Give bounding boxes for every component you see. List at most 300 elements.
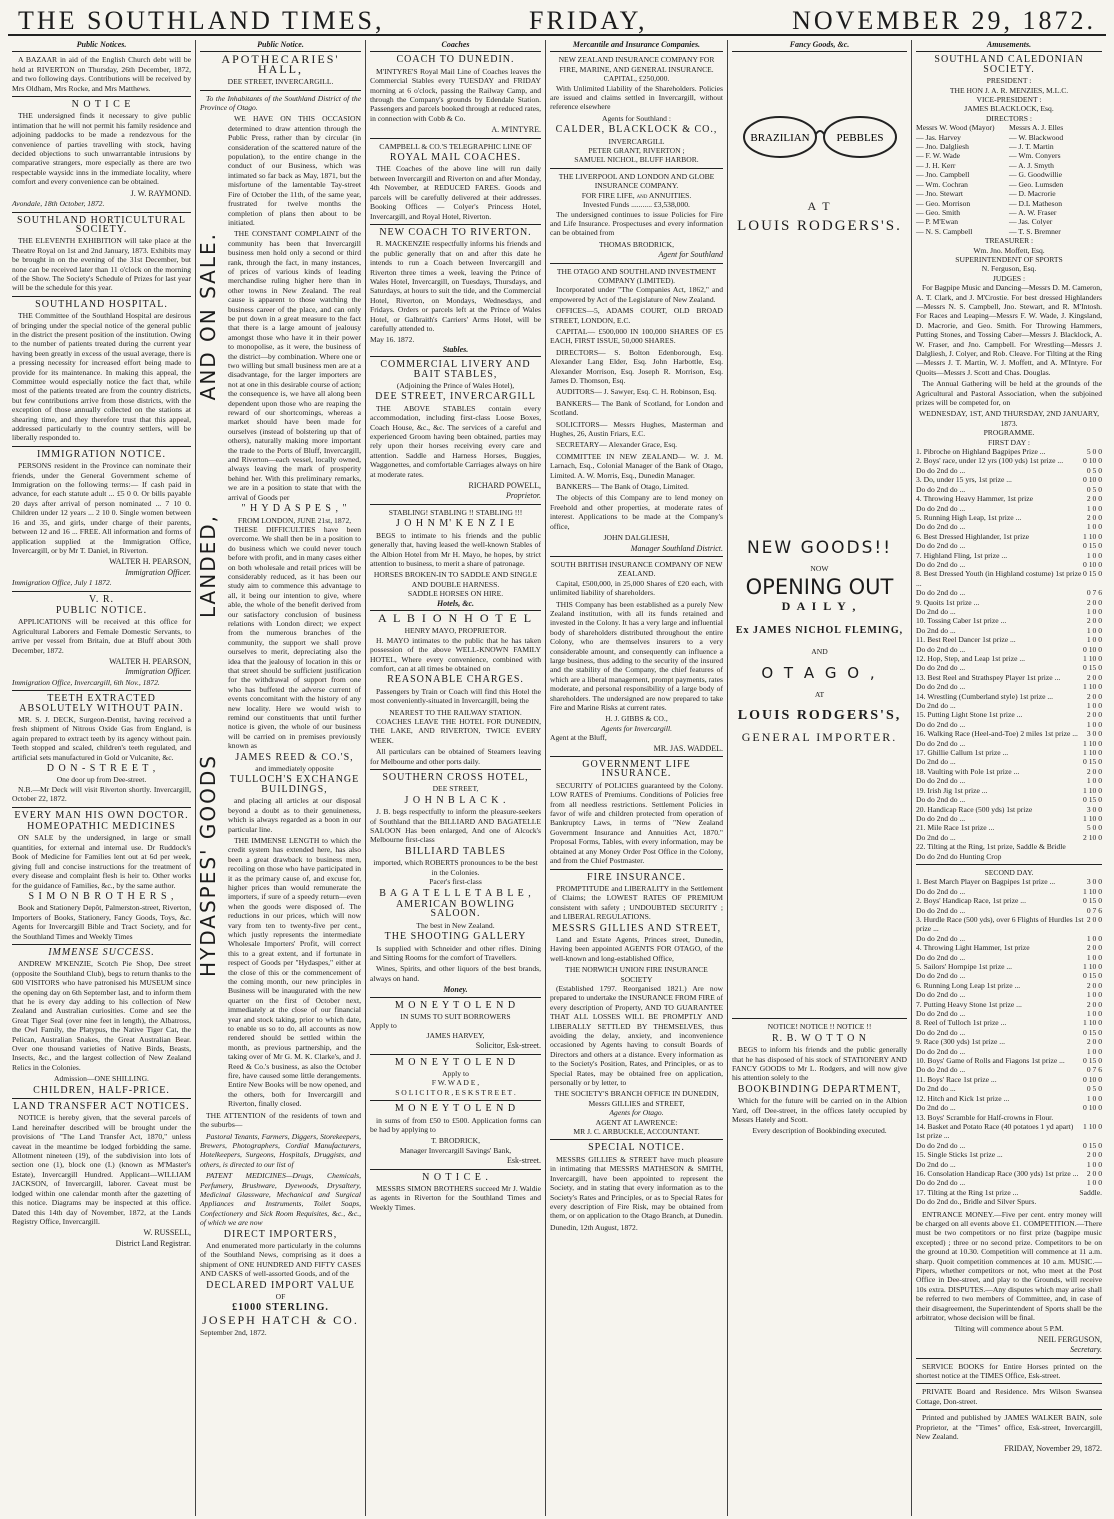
programme-prize: 0 15 0 — [1083, 569, 1102, 579]
gathering-body: The Annual Gathering will be held at the grounds of the Agricultural and Pastoral Association, when the subjoined prizes will be competed for, on — [916, 379, 1102, 408]
notice-signature: J. W. RAYMOND. — [130, 188, 191, 198]
column-public-notices — [8, 40, 196, 1516]
south-british-waddel: MR. JAS. WADDEL. — [653, 743, 723, 753]
director-name: — Jas. Colyer — [1009, 217, 1053, 227]
programme-event: 15. Single Sticks 1st prize ... — [916, 1150, 1003, 1160]
programme-prize: 2 10 0 — [1083, 832, 1102, 842]
supt: N. Ferguson, Esq. — [981, 264, 1037, 274]
programme-item — [916, 1160, 1102, 1169]
programme-item — [916, 1094, 1102, 1103]
otago-directors: DIRECTORS— S. Bolton Edenborough, Esq. Alexander Lang Elder, Esq. John Harbottle, Esq. Alexander Morrison, Esq. Joseph R. Morrison, Esq. James D. Thomson, Esq. — [550, 347, 723, 385]
programme-event: Do do 2nd do ... — [916, 738, 966, 748]
children-price: CHILDREN, HALF-PRICE. — [33, 1084, 170, 1096]
hatch-date: September 2nd, 1872. — [200, 1328, 267, 1338]
tilting-note: Tilting will commence about 5 P.M. — [954, 1324, 1064, 1334]
programme-prize: 0 7 6 — [1086, 588, 1102, 598]
programme-event: 14. Wrestling (Cumberland style) 1st prize ... — [916, 691, 1054, 701]
section-heading: Fancy Goods, &c. — [732, 40, 907, 52]
shooting-body: Is supplied with Schneider and other rifles. Dining and Sitting Rooms for the comfort of Travellers. — [370, 943, 541, 962]
ex-ship: Ex JAMES NICHOL FLEMING, — [735, 624, 904, 636]
otago-signature: JOHN DALGLIESH, — [603, 533, 670, 543]
fire-insurance-title: FIRE INSURANCE. — [587, 871, 686, 883]
programme-item — [916, 654, 1102, 663]
director-name: — J. H. Kerr — [916, 160, 956, 170]
programme-item — [916, 906, 1102, 915]
immigration-signature: WALTER H. PEARSON, — [109, 557, 191, 567]
programme-prize: 1 0 0 — [1086, 503, 1102, 513]
treasurer: Wm. Jno. Moffett, Esq. — [973, 245, 1045, 255]
otago-auditors: AUDITORS— J. Sawyer, Esq. C. H. Robinson, Esq. — [556, 387, 717, 397]
section-heading: Public Notice. — [200, 40, 361, 52]
government-life-body: SECURITY of POLICIES guaranteed by the Colony. LOW RATES of Premiums. Conditions of Policies free from all needless restrictions. Settlement Policies in favor of wife and children protected from operation of Bankruptcy Laws, in terms of "New Zealand Government Insurance and Annuities Act, 1870." Proposal Forms, Tables, with every information, may be obtained at any Money Order Post Office in the Colony, and from the Chief Postmaster. — [550, 780, 723, 866]
programme-item — [916, 466, 1102, 475]
programme-item — [916, 729, 1102, 738]
director-name: — W. Blackwood — [1009, 132, 1064, 142]
private-board: PRIVATE Board and Residence. Mrs Wilson Swansea Cottage, Don-street. — [916, 1387, 1102, 1406]
vice-president: JAMES BLACKLOCK, Esq. — [964, 104, 1054, 114]
programme-item — [916, 934, 1102, 943]
programme-event: 10. Tossing Caber 1st prize ... — [916, 616, 1007, 626]
programme-event: Do do 2nd do ... — [916, 682, 966, 692]
money1-sub: IN SUMS TO SUIT BORROWERS — [400, 1011, 511, 1021]
programme-item — [916, 776, 1102, 785]
director-name: Messrs A. J. Elles — [1009, 123, 1064, 133]
constant-complaint: THE CONSTANT COMPLAINT of the community has been that Invercargill business men hold only a second or third rank, through the fact, in many instances, of prices of various kinds of leading merchandise ruling higher here than in other towns in New Zealand. The real cause is apparent to those watching the business career of the place, and can only be put down in a great measure to the fact that there is a large amount of jealousy amongst those who have it in their power to monopolise, as it were, the business of the district—by combination. Where one or two willing but small business men are at a disadvantage, for the larger importers are not at one in this desirable course of action; the consequence is, we have all along been dependent upon those who are reaping the reward of our shortcomings, whereas a market should have been made for ourselves (instead of bolstering up that of others), naturally making more important the trade to the Ports of Bluff, Invercargill, and Riverton—each vessel, locally owned, always leaving the mark of prosperity behind her. With this preliminary remarks, we are in a position to state that with the arrival of Goods per — [228, 229, 361, 502]
programme-item — [916, 485, 1102, 494]
programme-prize: 2 0 0 — [1086, 672, 1102, 682]
now-label: NOW — [810, 563, 829, 573]
government-life-title: GOVERNMENT LIFE INSURANCE. — [582, 759, 691, 780]
simon-brothers-body: Book and Stationery Depôt, Palmerston-street, Riverton, Importers of Books, Stationery, Fancy Goods, Toys, &c. Agents for Invercargill Bible and Tract Society, and for the Southland Times and Weekly Times — [12, 903, 191, 941]
programme-event: Do 2nd do ... — [916, 1159, 956, 1169]
section-heading: Public Notices. — [12, 40, 191, 52]
south-british-agents: Agents for Invercargill. — [601, 723, 672, 733]
southern-cross-title: SOUTHERN CROSS HOTEL, — [382, 772, 529, 784]
land-transfer-body: NOTICE is hereby given, that the several parcels of Land hereinafter described will be brought under the provisions of "The Land Transfer Act, 1870," unless caveat in the meantime be lodged forbidding the same. Allotment nineteen (19), of the subdivision into lots of section one (1), block one (I.) (known as M'Master's Estate), Invercargill Hundred. Applicant—WILLIAM JACKSON, of Invercargill, laborer. Caveat must be lodged within one calendar month after the gazetting of this notice. Diagrams may be inspected at this office. Dated this 14th day of November, 1872, at the Lands Registry Office, Invercargill. — [12, 1113, 191, 1226]
judges-body: For Bagpipe Music and Dancing—Messrs D. M. Cameron, A. T. Clark, and J. M'Crostie. For best dressed Highlanders—Messrs N. S. Campbell, Jno. Stewart, and R. M'Intosh. For Races and Leaping—Messrs F. W. Wade, J. Kingsland, D. Macrorie, and Geo. Smith. For Throwing Hammers, Putting Stones, and Tossing Caber—Messrs J. Blacklock, A. W. Fraser, and Jno. Campbell. For Wrestling—Messrs J. Dalgliesh, J. Colyer, and Rob. Cleave. For Tilting at the Ring—Messrs J. T. Martin, W. J. Moffett, and A. M'Intyre. For Quoits—Messrs J. Scott and Chas. Douglas. — [916, 283, 1102, 377]
tulloch: TULLOCH'S EXCHANGE BUILDINGS, — [229, 774, 360, 795]
otago-body: Incorporated under "The Companies Act, 1862," and empowered by Act of the Legislature of New Zealand. — [550, 285, 723, 304]
programme-event: 4. Throwing Light Hammer, 1st prize — [916, 943, 1030, 953]
programme-item — [916, 569, 1102, 588]
all-particulars: All particulars can be obtained of Steamers leaving for Melbourne and other ports daily. — [370, 747, 541, 766]
programme-event: 10. Boys' Game of Rolls and Fiagons 1st prize ... — [916, 1056, 1065, 1066]
newspaper-title: THE SOUTHLAND TIMES, — [18, 6, 385, 35]
programme-item — [916, 560, 1102, 569]
programme-item — [916, 877, 1102, 886]
public-notice-title: PUBLIC NOTICE. — [55, 604, 148, 616]
programme-item — [916, 814, 1102, 823]
programme-prize: 1 10 0 — [1083, 654, 1102, 663]
programme-prize: 2 0 0 — [1086, 980, 1102, 990]
masthead — [8, 6, 1106, 36]
immense-length-body: THE IMMENSE LENGTH to which the credit system has extended here, has also been a great drawback to business men, recoiling on those who have participated in it as the primary cause of, and excuse for, higher prices than would remunerate the importers, if sure of a speedy return—even when the goods were disposed of. The reductions in our prices, which will now vary from ten to twenty-five per cent., which justly represents the intermediate Wholesale Importers' Profit, will correct this to a great extent, and if fortunate in respect of Goods per "Hydaspes," either at the close of this or the commencement of the coming month, our new principles in Business will be inaugurated with the new quarter on the first of October next, immediately at the close of our financial year and stock taking, prior to which date, to enable us so to do, all accounts as now rendered should be settled within the month, as previous partnership, and the taking over of Mr G. M. K. Clarke's, and J. Reed & Co.'s business, as also the October fire, have caused some little derangements. Entire New Books will be now opened, and the others, both for Invercargill and Riverton, finally closed. — [228, 835, 361, 1109]
bookbinding-body: Which for the future will be carried on in the Albion Yard, off Dee-street, in the offices lately occupied by Messrs Hately and Scott. — [732, 1096, 907, 1124]
programme-prize: 0 10 0 — [1083, 644, 1102, 654]
programme-prize: 1 0 0 — [1086, 990, 1102, 1000]
judges-label: JUDGES : — [992, 273, 1026, 283]
programme-item — [916, 842, 1102, 851]
programme-event: Do do 2nd do ... — [916, 484, 966, 494]
programme-item — [916, 981, 1102, 990]
immigration-date: Immigration Office, July 1 1872. — [12, 578, 112, 588]
programme-prize: 1 0 0 — [1086, 776, 1102, 786]
programme-prize: 1 0 0 — [1086, 635, 1102, 645]
lawrence-label: AGENT AT LAWRENCE: — [595, 1117, 678, 1127]
programme-event: Do 2nd do ... — [916, 701, 956, 711]
liverpool-body: The undersigned continues to issue Policies for Fire and Life Insurance. Prospectuses and every information can be obtained from — [550, 209, 723, 238]
nz-body: With Unlimited Liability of the Shareholders. Policies are issued and claims settled in Invercargill, without reference elsewhere — [550, 83, 723, 112]
mckenzie-name: J O H N M' K E N Z I E — [395, 518, 516, 530]
programme-event: Do do 2nd do ... — [916, 1027, 966, 1037]
programme-prize: 2 0 0 — [1086, 766, 1102, 776]
treasurer-label: TREASURER : — [984, 236, 1034, 246]
money1-apply: Apply to — [370, 1021, 397, 1031]
director-name: — F. W. Wade — [916, 151, 960, 161]
programme-event: Do 2nd do ... — [916, 625, 956, 635]
programme-item — [916, 1103, 1102, 1112]
programme-prize: 1 0 0 — [1086, 1159, 1102, 1169]
money2-role: S O L I C I T O R , E S K S T R E E T . — [395, 1087, 516, 1097]
fire-insurance-body: PROMPTITUDE and LIBERALITY in the Settlement of Claims; the LOWEST RATES OF PREMIUM consistent with safety ; UNDOUBTED SECURITY ; and LIBERAL REGULATIONS. — [550, 883, 723, 922]
money1-role: Solicitor, Esk-street. — [475, 1041, 541, 1051]
money3-place: Esk-street. — [507, 1156, 541, 1166]
otago-ship: O T A G O , — [761, 663, 878, 682]
programme-prize: 3 0 0 — [1086, 877, 1102, 887]
southern-cross-street: DEE STREET, — [432, 784, 479, 794]
programme-item — [916, 720, 1102, 729]
coach-title: COACH TO DUNEDIN. — [396, 54, 515, 66]
apothecaries-title: APOTHECARIES' HALL, — [221, 52, 340, 76]
declared-value: DECLARED IMPORT VALUE — [206, 1279, 355, 1291]
otago-capital: CAPITAL— £500,000 IN 100,000 SHARES OF £5 EACH, FIRST ISSUE, 50,000 SHARES. — [550, 326, 723, 346]
programme-item — [916, 616, 1102, 625]
programme-item — [916, 896, 1102, 905]
programme-item — [916, 795, 1102, 804]
programme-prize: 2 0 0 — [1086, 597, 1102, 607]
campbell-body: THE Coaches of the above line will run daily between Invercargill and Riverton on and after Monday, 4th November, at REDUCED FARES. Goods and parcels will be carefully delivered at their addresses. Booking Offices — Colyer's Princess Hotel, Invercargill, and Royal Hotel, Riverton. — [370, 164, 541, 221]
programme-prize: 1 10 0 — [1083, 682, 1102, 692]
programme-prize: 0 15 0 — [1083, 1140, 1102, 1150]
programme-event: 1. Best March Player on Bagpipes 1st prize ... — [916, 877, 1056, 887]
programme-item — [916, 887, 1102, 896]
programme-prize: 2 0 0 — [1086, 1150, 1102, 1160]
programme-item — [916, 673, 1102, 682]
programme-item — [916, 456, 1102, 465]
nz-agent-calder: CALDER, BLACKLOCK & CO., — [555, 124, 718, 136]
liverpool-funds: Invested Funds ........... £3,538,000. — [583, 200, 690, 210]
programme-prize: 0 15 0 — [1083, 1027, 1102, 1037]
attention-body: THE ATTENTION of the residents of town and the suburbs— — [200, 1110, 361, 1130]
issue-date: NOVEMBER 29, 1872. — [792, 6, 1096, 35]
programme-event: Do do 2nd do ... — [916, 905, 966, 915]
pacers: Pacer's first-class — [429, 877, 482, 887]
programme-event: Do do 2nd do ... — [916, 588, 966, 598]
programme-prize: 0 15 0 — [1083, 541, 1102, 551]
billiard-tables: BILLIARD TABLES — [405, 845, 506, 857]
programme-event: 17. Ghillie Callum 1st prize ... — [916, 748, 1009, 758]
programme-item — [916, 607, 1102, 616]
programme-event: 16. Walking Race (Heel-and-Toe) 2 miles 1st prize ... — [916, 729, 1078, 739]
programme-prize: 2 0 0 — [1086, 1168, 1102, 1178]
nz-agent-nichol: SAMUEL NICHOL, BLUFF HARBOR. — [574, 155, 699, 165]
programme-prize: 0 15 0 — [1083, 896, 1102, 906]
programme-event: Do do 2nd do ... — [916, 522, 966, 532]
money2-apply: Apply to — [442, 1069, 469, 1078]
director-name: — J. T. Martin — [1009, 142, 1054, 152]
programme-prize: 0 10 0 — [1083, 475, 1102, 485]
livery-sub: (Adjoining the Prince of Wales Hotel), — [396, 381, 515, 390]
programme-item — [916, 1188, 1102, 1197]
programme-event: Do do 2nd do ... — [916, 559, 966, 569]
programme-event: Do do 2nd do ... — [916, 503, 966, 513]
james-reed: JAMES REED & CO.'S, — [235, 751, 354, 763]
programme-item — [916, 710, 1102, 719]
livery-proprietor: Proprietor. — [505, 491, 541, 501]
brazilian-text: BRAZILIAN — [749, 132, 810, 145]
directors-right — [1009, 123, 1102, 236]
programme-item — [916, 1197, 1102, 1206]
lawrence-name: MR J. C. ARBUCKLE, ACCOUNTANT. — [573, 1127, 700, 1137]
vice-label: VICE-PRESIDENT : — [976, 95, 1042, 105]
programme-prize: 1 10 0 — [1083, 813, 1102, 823]
programme-prize: 2 0 0 — [1086, 710, 1102, 720]
vertical-strip — [196, 114, 228, 1110]
money2-title: M O N E Y T O L E N D — [394, 1056, 517, 1068]
albion-title: A L B I O N H O T E L — [377, 610, 534, 625]
directors-list — [916, 123, 1102, 236]
programme-event: Do do 2nd do ... — [916, 795, 966, 805]
programme-item — [916, 1018, 1102, 1027]
programme-event: 12. Hop, Step, and Leap 1st prize ... — [916, 654, 1026, 663]
programme-event: 2. Boys' Handicap Race, 1st prize ... — [916, 896, 1026, 906]
second-day-list — [916, 877, 1102, 1206]
programme-prize: 1 10 0 — [1083, 738, 1102, 748]
bookbinding-title: BOOKBINDING DEPARTMENT, — [737, 1083, 902, 1095]
director-name: — P. M'Ewan — [916, 217, 959, 227]
programme-prize: 3 0 0 — [1086, 804, 1102, 814]
branch-office: THE SOCIETY'S BRANCH OFFICE IN DUNEDIN, — [554, 1089, 719, 1099]
programme-prize: 1 0 0 — [1086, 522, 1102, 532]
programme-item — [916, 1028, 1102, 1037]
liverpool-sub: FOR FIRE LIFE, and ANNUITIES. — [581, 190, 692, 200]
first-day-label: FIRST DAY : — [988, 437, 1030, 447]
hotels-heading: Hotels, &c. — [370, 599, 541, 611]
saddle-horses: SADDLE HORSES ON HIRE. — [407, 589, 504, 599]
otago-manager: Manager Southland District. — [630, 543, 723, 553]
norwich-title: THE NORWICH UNION FIRE INSURANCE SOCIETY — [565, 965, 708, 984]
livery-signature: RICHARD POWELL, — [468, 481, 541, 491]
programme-prize: 1 10 0 — [1083, 531, 1102, 541]
vertical-hydaspes-goods: HYDASPES' GOODS — [196, 754, 220, 978]
placing-body: and placing all articles at our disposal beyond a doubt as to their genuineness, which is always regarded as a boon in our particular line. — [228, 796, 361, 834]
programme-item — [916, 943, 1102, 952]
programme-event: 6. Best Dressed Highlander, 1st prize — [916, 531, 1029, 541]
notice-title: N O T I C E — [71, 99, 132, 111]
programme-item — [916, 1169, 1102, 1178]
nz-agent-calder-place: INVERCARGILL — [608, 136, 665, 146]
immense-title: IMMENSE SUCCESS. — [48, 946, 155, 958]
nz-agents-label: Agents for Southland : — [602, 113, 671, 123]
entrance-body: ENTRANCE MONEY.—Five per cent. entry money will be charged on all events above £1. COMPETITION.—There must be two competitors or no first prize (bagpipe music excepted) ; three or no second prize. Competitors to be on the ground at 10.30. Competition will commence at 11 a.m. sharp. Quoit competition commences at 10 a.m. MUSIC.—Pipers, whether competitors or not, who meet at the Post Office in Dee-street, and play to the Grounds, will receive 10s extra. DISPUTES.—Any disputes which may arise shall be referred to two members of Committee, and, in case of their disagreement, the Superintendent of Sports shall be the arbitrator, whose decision will be final. — [916, 1209, 1102, 1323]
pebbles-text: PEBBLES — [835, 132, 884, 145]
programme-event: 21. Mile Race 1st prize ... — [916, 823, 995, 833]
wines: Wines, Spirits, and other liquors of the best brands, always on hand. — [370, 964, 541, 983]
programme-item — [916, 786, 1102, 795]
sterling-value: £1000 STERLING. — [232, 1302, 329, 1314]
society-title: SOUTHLAND CALEDONIAN SOCIETY. — [934, 54, 1084, 75]
programme-event: 16. Consolation Handicap Race (300 yds) 1st prize ... — [916, 1168, 1079, 1178]
reasonable-charges: REASONABLE CHARGES. — [387, 674, 524, 686]
column-coaches — [366, 40, 546, 1516]
director-name: — D. Macrorie — [1009, 189, 1056, 199]
director-name: — G. Goodwillie — [1009, 170, 1062, 180]
opposite: and immediately opposite — [255, 764, 334, 774]
section-heading: Amusements. — [916, 40, 1102, 52]
enumerated-body: And enumerated more particularly in the columns of the Southland News, comprising as it does a shipment of ONE HUNDRED AND FIFTY CASES AND CASKS of well-assorted Goods, and of the — [200, 1240, 361, 1279]
programme-item — [916, 1084, 1102, 1093]
apothecaries-sub: DEE STREET, INVERCARGILL. — [227, 77, 334, 87]
south-british-bluff: Agent at the Bluff, — [550, 733, 607, 743]
programme-event: Do do 2nd do Hunting Crop — [916, 851, 1002, 861]
shooting-gallery: THE SHOOTING GALLERY — [384, 931, 527, 943]
money2-name: F W. W A D E , — [431, 1078, 480, 1088]
programme-prize: 1 0 0 — [1086, 1009, 1102, 1019]
programme-item — [916, 1150, 1102, 1159]
south-british-signature: H. J. GIBBS & CO., — [605, 714, 668, 724]
programme-prize: 0 10 0 — [1083, 1074, 1102, 1084]
brazilian-pebbles-logo — [732, 112, 907, 162]
nearest-station: NEAREST TO THE RAILWAY STATION. — [389, 707, 522, 717]
notice-body: MESSRS SIMON BROTHERS succeed Mr J. Waldie as agents in Riverton for the Southland Times and Weekly Times. — [370, 1184, 541, 1212]
programme-event: 3. Do, under 15 yrs, 1st prize ... — [916, 475, 1012, 485]
immigration-title: IMMIGRATION NOTICE. — [37, 448, 166, 460]
royal-mail-title: ROYAL MAIL COACHES. — [389, 152, 522, 164]
programme-item — [916, 833, 1102, 842]
programme-prize: 1 0 0 — [1086, 606, 1102, 616]
secretary: Secretary. — [1070, 1345, 1102, 1355]
service-books: SERVICE BOOKS for Entire Horses printed on the shortest notice at the TIMES Office, Esk-street. — [916, 1361, 1102, 1381]
programme-event: 18. Vaulting with Pole 1st prize ... — [916, 766, 1020, 776]
programme-event: 9. Quoits 1st prize ... — [916, 597, 980, 607]
teeth-body: MR. S. J. DECK, Surgeon-Dentist, having received a fresh shipment of Nitrous Oxide Gas from England, is again prepared to extract teeth by its agency without pain. Teeth stopped and scaled, children's teeth regulated, and artificial sets manufactured in Gold or Vulcanite, &c. — [12, 715, 191, 762]
programme-item — [916, 748, 1102, 757]
imported: imported, which ROBERTS pronounces to be the best in the Colonies. — [373, 858, 538, 877]
programme-prize: 2 0 0 — [1086, 494, 1102, 504]
programme-prize: 1 0 0 — [1086, 719, 1102, 729]
programme-prize: 1 0 0 — [1086, 933, 1102, 943]
programme-prize: 1 10 0 — [1083, 1121, 1102, 1131]
otago-solicitors: SOLICITORS— Messrs Hughes, Masterman and Hughes, 26, Austin Friars, E.C. — [550, 419, 723, 439]
director-name: Messrs W. Wood (Mayor) — [916, 123, 995, 133]
apothecaries-address: To the Inhabitants of the Southland District of the Province of Otago. — [200, 93, 361, 113]
programme-item — [916, 990, 1102, 999]
programme-prize: 0 15 0 — [1083, 1056, 1102, 1066]
public-notice-signature: WALTER H. PEARSON, — [109, 656, 191, 666]
coach-signature: A. M'INTYRE. — [491, 125, 541, 135]
hydaspes-title: " H Y D A S P E S , " — [241, 503, 348, 515]
programme-event: 5. Sailors' Hornpipe 1st prize ... — [916, 962, 1013, 971]
director-name: — Geo. Morrison — [916, 198, 971, 208]
programme-item — [916, 1065, 1102, 1074]
vr-mark: V. R. — [88, 593, 115, 605]
programme-prize: 1 0 0 — [1086, 701, 1102, 711]
notice-date: Avondale, 18th October, 1872. — [12, 199, 105, 209]
livery-title: COMMERCIAL LIVERY AND BAIT STABLES, — [380, 359, 531, 380]
programme-item — [916, 551, 1102, 560]
programme-item — [916, 971, 1102, 980]
programme-prize: 2 0 0 — [1086, 616, 1102, 626]
programme-prize: 0 5 0 — [1086, 1084, 1102, 1094]
programme-event: 5. Running High Leap, 1st prize ... — [916, 512, 1022, 522]
director-name: — Geo. Smith — [916, 207, 961, 217]
programme-item — [916, 447, 1102, 456]
programme-event: Do 2nd do ... — [916, 606, 956, 616]
passengers-body: Passengers by Train or Coach will find this Hotel the most conveniently-situated in Invercargill, being the — [370, 686, 541, 706]
issue-day: FRIDAY, — [528, 6, 648, 35]
new-coach-title: NEW COACH TO RIVERTON. — [379, 226, 532, 238]
programme-event: Do do 2nd do ... — [916, 541, 966, 551]
new-goods: NEW GOODS!! — [746, 538, 893, 559]
programme-prize: 1 10 0 — [1083, 1018, 1102, 1028]
vertical-and-on-sale: AND ON SALE. — [196, 232, 220, 401]
directors-left — [916, 123, 1009, 236]
notice-triple: NOTICE! NOTICE !! NOTICE !! — [767, 1022, 872, 1032]
programme-event: Do do 2nd do ... — [916, 971, 966, 981]
programme-event: 13. Best Reel and Strathspey Player 1st prize ... — [916, 672, 1061, 682]
don-street-sub: One door up from Dee-street. — [56, 775, 147, 785]
programme-prize: 1 0 0 — [1086, 550, 1102, 560]
programme-event: Do do 2nd do ... — [916, 813, 966, 823]
american-bowling: AMERICAN BOWLING SALOON. — [395, 898, 516, 920]
programme-item — [916, 1178, 1102, 1187]
immigration-body: PERSONS resident in the Province can nominate their friends, under the General Government scheme of Immigration on the following terms:— If cash paid in advance, for each statute adult ... £5 0 0. Or bills payable 20 days after arrival of person nominated ... 7 10 0. Children under 12 years ... 2 10 0. Single women between 16 and 35, and girls, under charge of their parents, between 12 and 16 ... FREE. All information and forms of application supplied at the Immigration Office, Invercargill, or by Mr T. Daniel, in Riverton. — [12, 461, 191, 555]
programme-event: 13. Boys' Scramble for Half-crowns in Flour. — [916, 1112, 1054, 1122]
column-insurance — [546, 40, 728, 1516]
new-coach-date: May 16. 1872. — [370, 335, 415, 345]
programme-item — [916, 701, 1102, 710]
stables-heading: Stables. — [370, 345, 541, 357]
vertical-landed: LANDED, — [196, 514, 220, 619]
programme-event: 9. Race (300 yds) 1st prize ... — [916, 1037, 1005, 1047]
from-london: FROM LONDON, JUNE 21st, 1872, — [237, 515, 352, 525]
programme-item — [916, 692, 1102, 701]
norwich-body: (Established 1797. Reorganised 1821.) Are now prepared to undertake the INSURANCE FROM FIRE of every description of Property, AND TO GUARANTEE THAT ALL LOSSES WILL BE PROMPTLY AND LIBERALLY SETTLED BY THEMSELVES, thus avoiding the delay, anxiety, and inconvenience occasioned by Agents having to consult Boards of Directors and others at a distance. Every information as to the Society's Position, Rates, and Principles, or as to Special Rates, may be obtained free on application, personally or by letter, to — [550, 983, 723, 1088]
programme-prize: 2 0 0 — [1086, 914, 1102, 924]
livery-street: DEE STREET, INVERCARGILL — [375, 391, 536, 403]
programme-item — [916, 1037, 1102, 1046]
programme-item — [916, 494, 1102, 503]
programme-item — [916, 953, 1102, 962]
bagatelle-table: B A G A T E L L E T A B L E , — [379, 887, 532, 899]
programme-item — [916, 962, 1102, 971]
programme-event: 8. Best Dressed Youth (in Highland costume) 1st prize ... — [916, 569, 1082, 588]
daily-label: D A I L Y , — [781, 599, 858, 614]
programme-event: 14. Basket and Potato Race (40 potatoes 1 yd apart) 1st prize ... — [916, 1121, 1074, 1141]
otago-committee: COMMITTEE IN NEW ZEALAND— W. J. M. Larnach, Esq., Colonial Manager of the Bank of Otago, Limited. A. W. Morris, Esq., Dunedin Manager. — [550, 451, 723, 480]
programme-title: PROGRAMME. — [983, 428, 1035, 438]
programme-prize: 5 0 0 — [1086, 823, 1102, 833]
best-in-nz: The best in New Zealand. — [416, 920, 495, 930]
campbell-title: CAMPBELL & CO.'S TELEGRAPHIC LINE OF — [379, 141, 532, 151]
programme-prize: 0 10 0 — [1083, 1103, 1102, 1113]
horses-broken: HORSES BROKEN-IN TO SADDLE AND SINGLE AND DOUBLE HARNESS. — [373, 570, 538, 589]
programme-event: Do do 2nd do ... — [916, 952, 966, 962]
directors-label: DIRECTORS : — [985, 113, 1033, 123]
public-notice-officer: Immigration Officer. — [125, 667, 191, 677]
special-notice-body: MESSRS GILLIES & STREET have much pleasure in intimating that MESSRS MATHESON & SMITH, Invercargill, have been appointed to represent the Society, and in stating that every information as to the Society's Rates and Principles, or as to Special Rates for every description of Fire Risk, may be obtained from them, or on application to the Otago Branch, at Dunedin. — [550, 1154, 723, 1221]
south-british-capital: Capital, £500,000, in 25,000 Shares of £20 each, with unlimited liability of shareholders. — [550, 578, 723, 598]
